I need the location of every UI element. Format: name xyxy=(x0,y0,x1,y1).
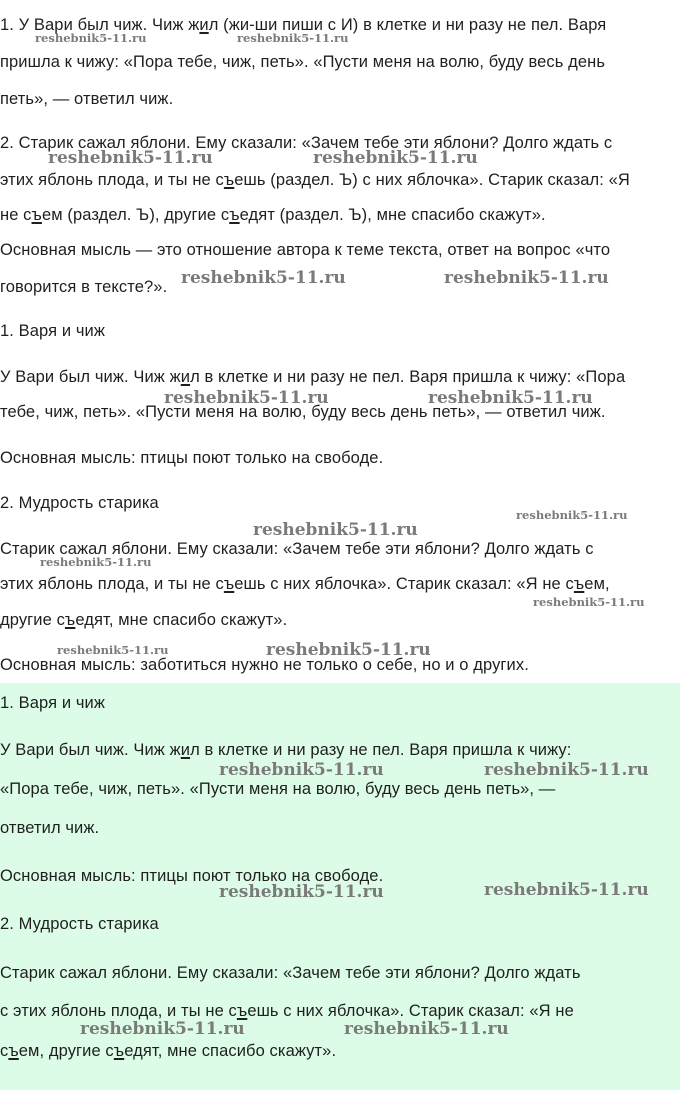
s2-p2-line3 xyxy=(0,610,287,630)
watermark: reshebnik5-11.ru xyxy=(57,643,169,657)
highlighted-letter: ъ xyxy=(573,575,585,593)
highlighted-letter: ъ xyxy=(236,1002,248,1020)
text: едят (раздел. Ъ), мне спасибо скажут». xyxy=(239,206,546,224)
watermark: reshebnik5-11.ru xyxy=(40,555,152,569)
text: с этих яблонь плода, и ты не с xyxy=(0,1002,237,1020)
text: л в клетке и ни разу не пел. Варя пришла к чижу: «Пора xyxy=(190,368,626,386)
s2-title-2: 2. Мудрость старика xyxy=(0,494,159,512)
watermark: reshebnik5-11.ru xyxy=(237,31,349,45)
text: л в клетке и ни разу не пел. Варя пришла к чижу: xyxy=(190,741,572,759)
highlighted-letter: и xyxy=(180,741,191,759)
text: У Вари был чиж. Чиж ж xyxy=(0,741,181,759)
text: с xyxy=(0,1042,9,1060)
text: ем, xyxy=(584,575,610,593)
s3-p2-line3 xyxy=(0,1041,336,1061)
text: этих яблонь плода, и ты не с xyxy=(0,575,224,593)
s2-p1-line2: тебе, чиж, петь». «Пусти меня на волю, буду весь день петь», — ответил чиж. xyxy=(0,403,606,421)
text: ешь с них яблочка». Старик сказал: «Я не с xyxy=(234,575,574,593)
watermark: reshebnik5-11.ru xyxy=(484,760,649,780)
s1-p3-line2: говорится в тексте?». xyxy=(0,278,168,296)
s3-title-2: 2. Мудрость старика xyxy=(0,915,159,933)
text: ем, другие с xyxy=(18,1042,114,1060)
text: не с xyxy=(0,206,32,224)
text: ем (раздел. Ъ), другие с xyxy=(41,206,230,224)
watermark: reshebnik5-11.ru xyxy=(219,882,384,902)
highlighted-letter: ъ xyxy=(229,206,240,224)
s1-p2-line2 xyxy=(0,170,630,190)
watermark: reshebnik5-11.ru xyxy=(80,1019,245,1039)
highlighted-letter: ъ xyxy=(113,1042,125,1060)
s2-main-idea-1: Основная мысль: птицы поют только на свободе. xyxy=(0,449,384,467)
highlighted-letter: ъ xyxy=(8,1042,19,1060)
watermark: reshebnik5-11.ru xyxy=(266,640,431,660)
s3-p2-line1: Старик сажал яблони. Ему сказали: «Зачем тебе эти яблони? Долго ждать xyxy=(0,964,581,982)
highlighted-letter: ъ xyxy=(64,611,76,629)
text: другие с xyxy=(0,611,65,629)
watermark: reshebnik5-11.ru xyxy=(516,508,628,522)
highlighted-letter: ъ xyxy=(31,206,42,224)
s1-p3-line1: Основная мысль — это отношение автора к теме текста, ответ на вопрос «что xyxy=(0,241,611,259)
s3-p2-line2 xyxy=(0,1001,574,1021)
text: едят, мне спасибо скажут». xyxy=(75,611,288,629)
highlighted-letter: ъ xyxy=(223,575,235,593)
watermark: reshebnik5-11.ru xyxy=(181,268,346,288)
s3-main-idea-1: Основная мысль: птицы поют только на свободе. xyxy=(0,867,384,885)
s1-p2-line1: 2. Старик сажал яблони. Ему сказали: «Зачем тебе эти яблони? Долго ждать с xyxy=(0,134,613,152)
text: этих яблонь плода, и ты не с xyxy=(0,171,224,189)
s1-p2-line3 xyxy=(0,205,546,225)
watermark: reshebnik5-11.ru xyxy=(428,388,593,408)
s1-p1-line3: петь», — ответил чиж. xyxy=(0,90,174,108)
watermark: reshebnik5-11.ru xyxy=(313,148,478,168)
s2-p1-line1 xyxy=(0,367,625,387)
watermark: reshebnik5-11.ru xyxy=(344,1019,509,1039)
s3-p1-line2: «Пора тебе, чиж, петь». «Пусти меня на волю, буду весь день петь», — xyxy=(0,780,556,798)
text: ешь (раздел. Ъ) с них яблочка». Старик сказал: «Я xyxy=(234,171,630,189)
s2-title-1: 1. Варя и чиж xyxy=(0,322,105,340)
s2-p2-line1: Старик сажал яблони. Ему сказали: «Зачем тебе эти яблони? Долго ждать с xyxy=(0,540,594,558)
s3-title-1: 1. Варя и чиж xyxy=(0,694,105,712)
text: ешь с них яблочка». Старик сказал: «Я не xyxy=(247,1002,574,1020)
s2-p2-line2 xyxy=(0,574,610,594)
highlighted-letter: и xyxy=(199,16,209,34)
text: л (жи-ши пиши с И) в клетке и ни разу не пел. Варя xyxy=(208,16,607,34)
highlighted-letter: ъ xyxy=(223,171,235,189)
watermark: reshebnik5-11.ru xyxy=(533,595,645,609)
watermark: reshebnik5-11.ru xyxy=(444,268,609,288)
watermark: reshebnik5-11.ru xyxy=(164,388,329,408)
watermark: reshebnik5-11.ru xyxy=(35,31,147,45)
watermark: reshebnik5-11.ru xyxy=(253,520,418,540)
s3-p1-line3: ответил чиж. xyxy=(0,819,100,837)
watermark: reshebnik5-11.ru xyxy=(484,880,649,900)
watermark: reshebnik5-11.ru xyxy=(219,760,384,780)
text: едят, мне спасибо скажут». xyxy=(124,1042,337,1060)
highlighted-letter: и xyxy=(180,368,191,386)
s3-p1-line1 xyxy=(0,740,571,760)
text: 1. У Вари был чиж. Чиж ж xyxy=(0,16,200,34)
s1-p1-line2: пришла к чижу: «Пора тебе, чиж, петь». «Пусти меня на волю, буду весь день xyxy=(0,53,606,71)
text: У Вари был чиж. Чиж ж xyxy=(0,368,181,386)
s2-main-idea-2: Основная мысль: заботиться нужно не только о себе, но и о других. xyxy=(0,656,529,674)
watermark: reshebnik5-11.ru xyxy=(48,148,213,168)
